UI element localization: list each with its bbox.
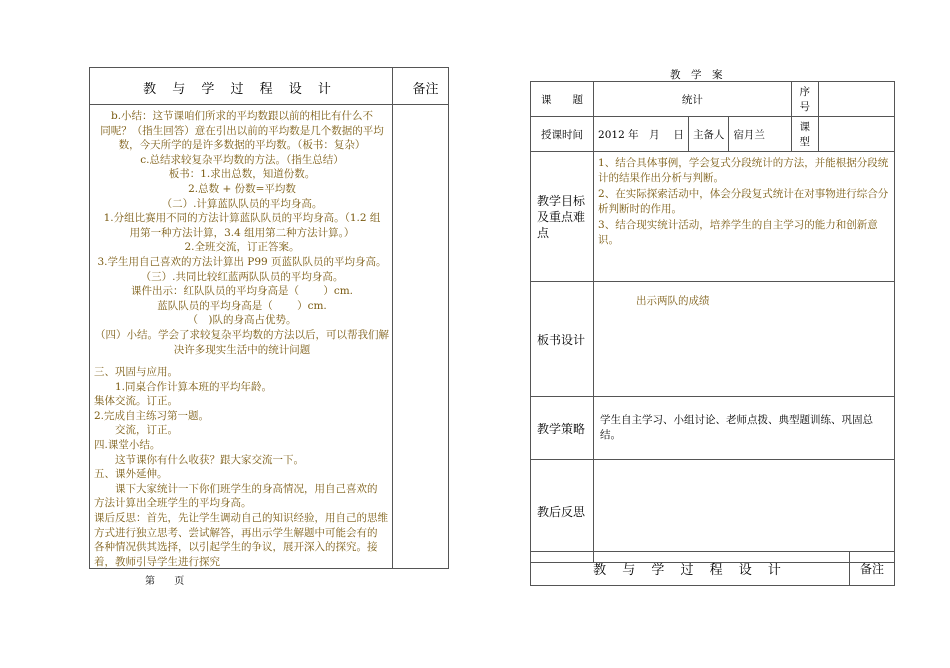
topic-label: 课 题 — [531, 82, 594, 117]
goal-item: 3、结合现实统计活动，培养学生的自主学习的能力和创新意识。 — [598, 219, 878, 246]
body-line: （三）.共同比较红蓝两队队员的平均身高。 — [140, 270, 344, 283]
strategy-content — [594, 397, 895, 460]
lesson-plan-table — [530, 81, 895, 563]
footer-di: 第 — [145, 576, 155, 587]
body-line: 方式进行独立思考、尝试解答，再出示学生解题中可能会有的 — [94, 526, 378, 539]
body-line: 用第一种方法计算，3.4 组用第二种方法计算。） — [129, 226, 355, 239]
reflection-content — [594, 460, 895, 563]
bottom-header-notes: 备注 — [850, 552, 895, 586]
body-line: c.总结求较复杂平均数的方法。（指生总结） — [140, 153, 344, 166]
goals-label: 教学目标及重点难点 — [531, 152, 594, 282]
goals-list — [598, 156, 890, 248]
body-line: 交流，订正。 — [94, 424, 178, 437]
topic-value: 统计 — [594, 82, 792, 117]
body-line: b.小结：这节课咱们所求的平均数跟以前的相比有什么不 — [110, 110, 374, 122]
body-line: 同呢？（指生回答）意在引出以前的平均数是几个数据的平均 — [100, 124, 384, 137]
body-line: 决许多现实生活中的统计问题 — [173, 343, 311, 356]
type-label: 课型 — [791, 117, 818, 152]
bottom-header-title: 教 与 学 过 程 设 计 — [531, 552, 850, 586]
body-line: 集体交流。订正。 — [94, 395, 178, 408]
left-body — [90, 105, 393, 569]
board-label: 板书设计 — [531, 282, 594, 397]
body-line: 三、巩固与应用。 — [94, 366, 178, 379]
body-line: （ )队的身高占优势。 — [187, 314, 297, 327]
body-line: 课下大家统计一下你们班学生的身高情况，用自己喜欢的 — [94, 482, 378, 495]
body-line: 板书：1.求出总数，知道份数。 — [168, 168, 316, 181]
board-content — [594, 282, 895, 397]
footer-ye: 页 — [174, 576, 185, 587]
left-header-notes: 备注 — [412, 82, 439, 97]
body-line: 各种情况供其选择，以引起学生的争议，展开深入的探究。接 — [94, 541, 378, 554]
left-footer — [145, 572, 184, 587]
body-line: 四.课堂小结。 — [94, 439, 161, 452]
seq-label: 序号 — [791, 82, 818, 117]
preparer-label: 主备人 — [688, 117, 729, 152]
body-line: 这节课你有什么收获？跟大家交流一下。 — [94, 453, 304, 466]
time-label: 授课时间 — [531, 117, 594, 152]
body-line: 着，教师引导学生进行探究 — [94, 555, 220, 568]
body-line: 课件出示：红队队员的平均身高是（ ）cm. — [130, 285, 353, 298]
type-value — [818, 117, 894, 152]
body-line: 3.学生用自己喜欢的方法计算出 P99 页蓝队队员的平均身高。 — [97, 255, 387, 268]
body-line: 2.总数 + 份数=平均数 — [188, 182, 296, 195]
goals-content — [594, 152, 895, 282]
body-line: 课后反思：首先，先让学生调动自己的知识经验，用自己的思维 — [94, 512, 388, 525]
body-line: 2.全班交流，订正答案。 — [184, 241, 300, 254]
goal-item: 1、结合具体事例，学会复式分段统计的方法，并能根据分段统计的结果作出分析与判断。 — [598, 157, 889, 184]
board-text: 出示两队的成绩 — [636, 295, 710, 307]
goal-item: 2、在实际探索活动中，体会分段复式统计在对事物进行综合分析判断时的作用。 — [598, 188, 889, 215]
body-line: 2.完成自主练习第一题。 — [94, 409, 210, 422]
body-line: 数，今天所学的是许多数据的平均数。（板书：复杂） — [118, 139, 366, 152]
strategy-text: 学生自主学习、小组讨论、老师点拨、典型题训练、巩固总结。 — [600, 414, 874, 441]
left-header-title: 教 与 学 过 程 设 计 — [143, 82, 337, 97]
body-line — [94, 357, 390, 365]
reflection-label: 教后反思 — [531, 460, 594, 563]
body-line: （二）.计算蓝队队员的平均身高。 — [161, 197, 323, 210]
seq-value — [818, 82, 894, 117]
preparer-value: 宿月兰 — [729, 117, 791, 152]
body-line: （四）小结。学会了求较复杂平均数的方法以后，可以帮我们解 — [95, 328, 389, 341]
right-caption: 教 学 案 — [670, 69, 723, 81]
strategy-label: 教学策略 — [531, 397, 594, 460]
body-line: 五、课外延伸。 — [94, 468, 168, 481]
bottom-header-table — [530, 551, 895, 586]
body-line: 蓝队队员的平均身高是（ ）cm. — [157, 299, 327, 312]
body-line: 方法计算出全班学生的平均身高。 — [94, 497, 252, 510]
time-value: 2012 年 月 日 — [594, 117, 689, 152]
left-page — [89, 67, 449, 569]
left-header — [90, 68, 448, 105]
body-line: 1.同桌合作计算本班的平均年龄。 — [94, 380, 273, 393]
body-line: 1.分组比赛用不同的方法计算蓝队队员的平均身高。（1.2 组 — [103, 212, 381, 225]
